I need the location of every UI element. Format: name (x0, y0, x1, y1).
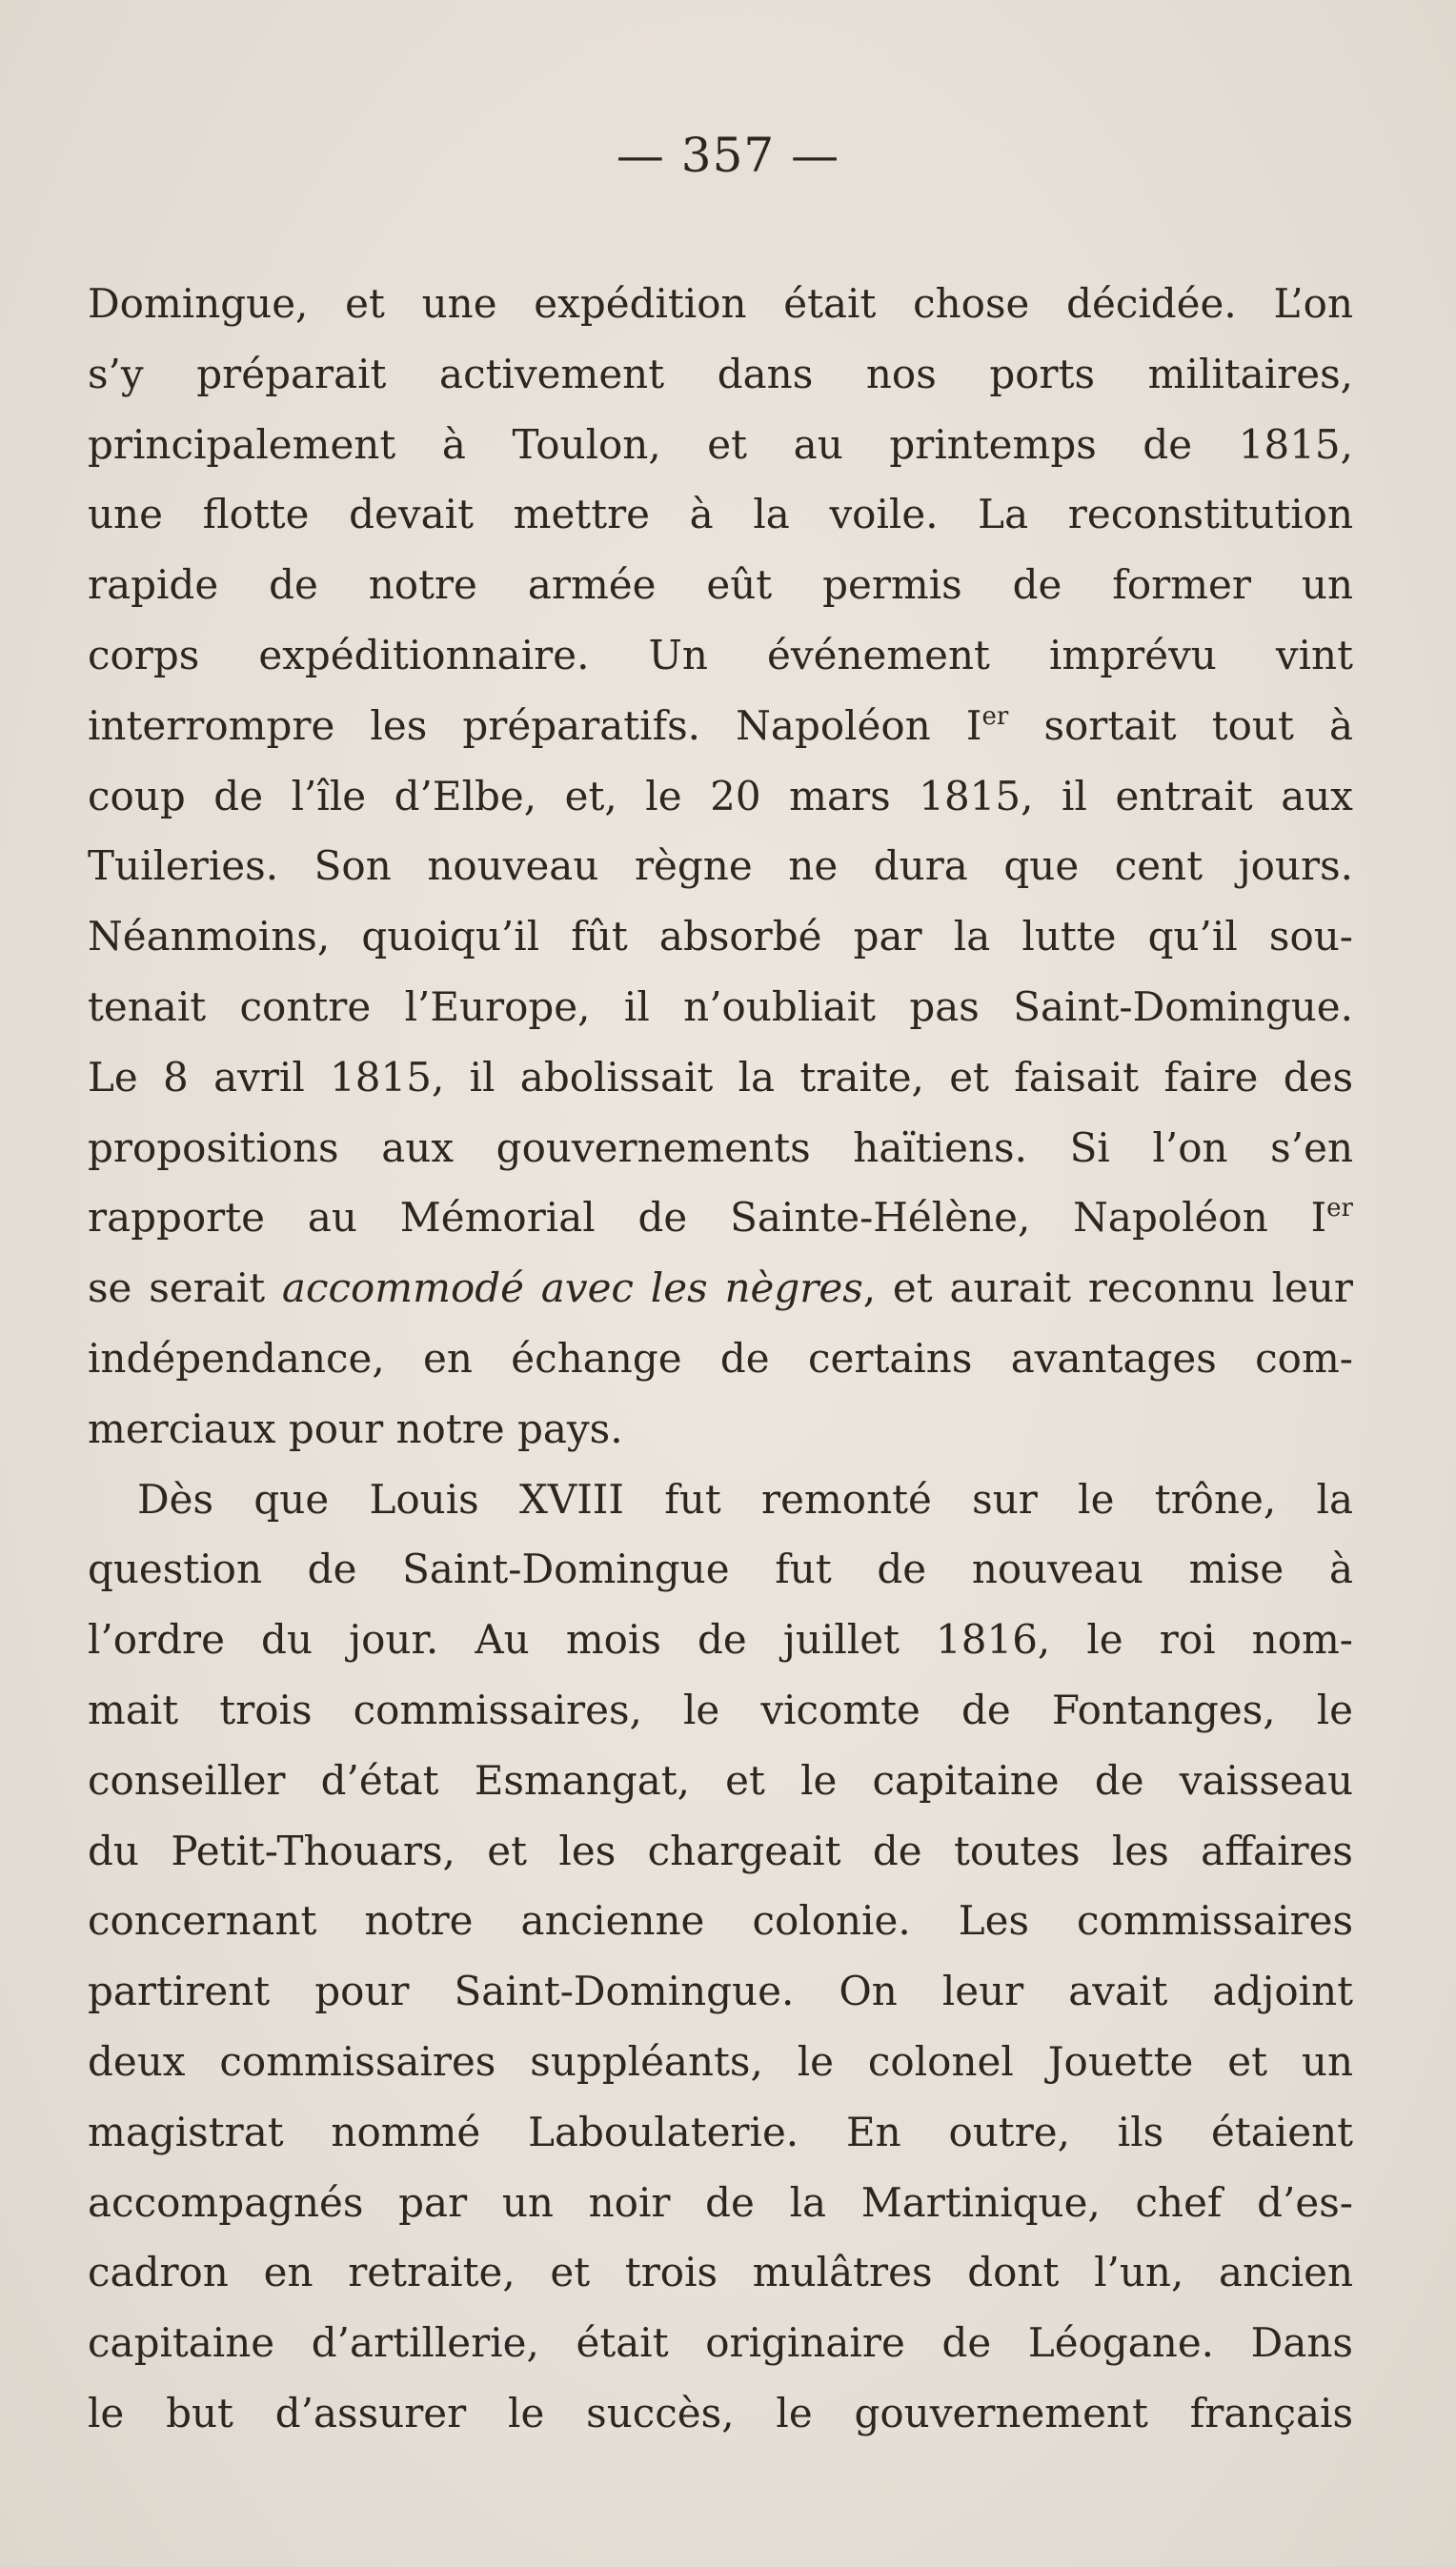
text-line: s’y préparait activement dans nos ports militaires, (88, 350, 1353, 397)
text-line: corps expéditionnaire. Un événement imprévu vint (88, 631, 1353, 678)
text-line: capitaine d’artillerie, était originaire de Léogane. Dans (88, 2319, 1353, 2367)
text-line: Néanmoins, quoiqu’il fût absorbé par la lutte qu’il sou- (88, 913, 1353, 960)
text-line: principalement à Toulon, et au printemps de 1815, (88, 420, 1353, 468)
text-line: indépendance, en échange de certains avantages com- (88, 1334, 1353, 1382)
superscript: er (1326, 1194, 1353, 1223)
text-line: deux commissaires suppléants, le colonel Jouette et un (88, 2037, 1353, 2085)
text-line (88, 1253, 1353, 1324)
text-line: une flotte devait mettre à la voile. La reconstitution (88, 491, 1353, 538)
text-line: partirent pour Saint-Domingue. On leur avait adjoint (88, 1968, 1353, 2015)
text-line: concernant notre ancienne colonie. Les commissaires (88, 1897, 1353, 1945)
text-line: merciaux pour notre pays. (88, 1405, 623, 1452)
text-line: le but d’assurer le succès, le gouvernement français (88, 2389, 1353, 2436)
text-line: du Petit-Thouars, et les chargeait de toutes les affaires (88, 1827, 1353, 1874)
text-line: coup de l’île d’Elbe, et, le 20 mars 1815, il entrait aux (88, 772, 1353, 819)
text-line: mait trois commissaires, le vicomte de Fontanges, le (88, 1686, 1353, 1733)
text-line: cadron en retraite, et trois mulâtres dont l’un, ancien (88, 2249, 1353, 2296)
body-text (88, 269, 1353, 2449)
text-line: accompagnés par un noir de la Martinique, chef d’es- (88, 2178, 1353, 2226)
text-segment: interrompre les préparatifs. Napoléon I (88, 701, 982, 749)
text-line: Dès que Louis XVIII fut remonté sur le trône, la (137, 1475, 1353, 1523)
text-line (88, 1182, 1353, 1253)
text-line: question de Saint-Domingue fut de nouveau mise à (88, 1546, 1353, 1593)
text-line: Domingue, et une expédition était chose décidée. L’on (88, 280, 1353, 327)
text-line: tenait contre l’Europe, il n’oubliait pas Saint-Domingue. (88, 982, 1353, 1030)
text-line: l’ordre du jour. Au mois de juillet 1816, le roi nom- (88, 1616, 1353, 1664)
text-line: rapide de notre armée eût permis de former un (88, 561, 1353, 609)
text-segment: sortait tout à (1008, 701, 1353, 749)
page-number: — 357 — (616, 128, 840, 183)
text-segment: , et aurait reconnu leur (862, 1264, 1353, 1312)
text-segment: se serait (88, 1264, 282, 1312)
superscript: er (981, 701, 1009, 731)
text-line: Tuileries. Son nouveau règne ne dura que cent jours. (88, 842, 1353, 890)
text-line (88, 691, 1353, 761)
italic-phrase: accommodé avec les nègres (281, 1264, 863, 1312)
text-line: conseiller d’état Esmangat, et le capitaine de vaisseau (88, 1756, 1353, 1804)
text-line: propositions aux gouvernements haïtiens. Si l’on s’en (88, 1123, 1353, 1171)
text-line: magistrat nommé Laboulaterie. En outre, ils étaient (88, 2108, 1353, 2155)
text-line: Le 8 avril 1815, il abolissait la traite, et faisait faire des (88, 1053, 1353, 1101)
text-segment: rapporte au Mémorial de Sainte-Hélène, Napoléon I (88, 1194, 1327, 1242)
